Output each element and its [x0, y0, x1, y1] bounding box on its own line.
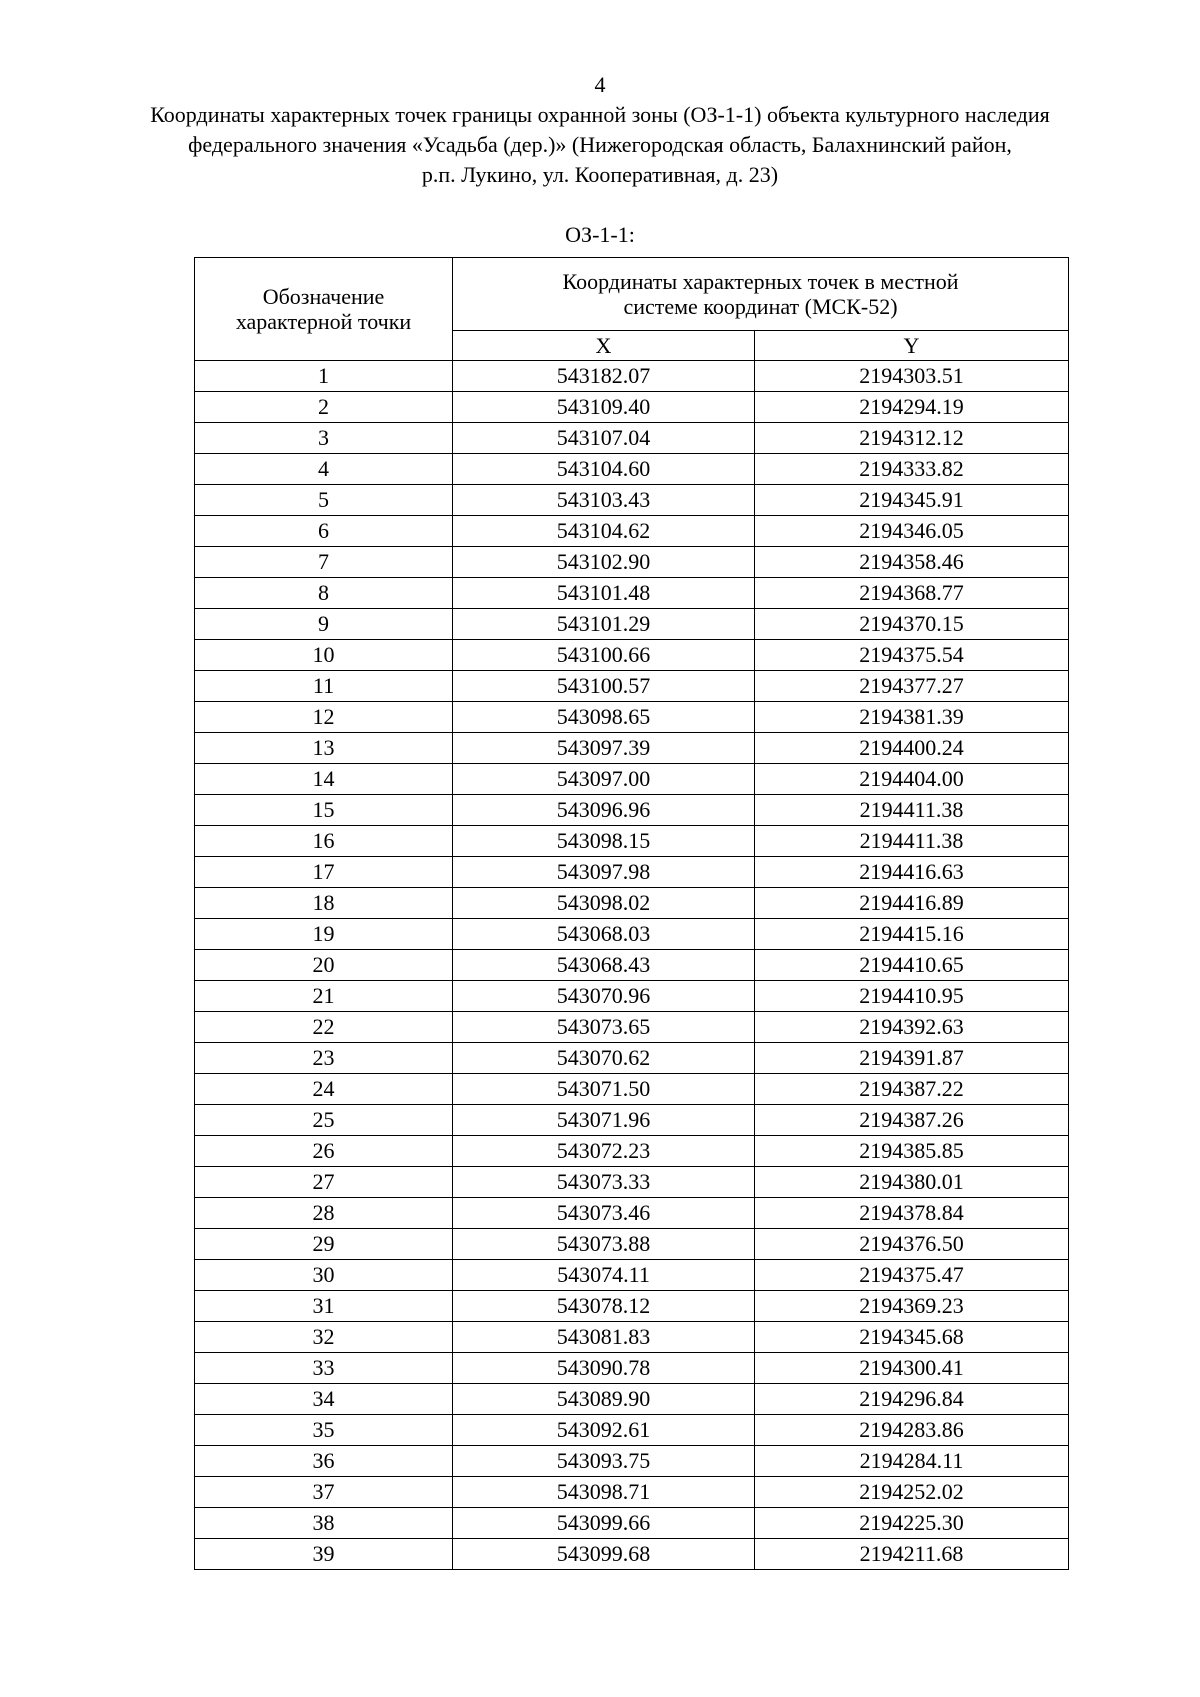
y-coordinate-cell: 2194345.68 — [755, 1322, 1069, 1353]
table-row — [195, 733, 1069, 764]
title-line-2: федерального значения «Усадьба (дер.)» (Нижегородская область, Балахнинский район, — [188, 132, 1012, 157]
point-number-cell: 19 — [195, 919, 453, 950]
point-number-cell: 5 — [195, 485, 453, 516]
point-number-cell: 38 — [195, 1508, 453, 1539]
table-row — [195, 1012, 1069, 1043]
table-row — [195, 361, 1069, 392]
x-coordinate-cell: 543098.15 — [453, 826, 755, 857]
table-row — [195, 1167, 1069, 1198]
x-coordinate-cell: 543099.66 — [453, 1508, 755, 1539]
x-coordinate-cell: 543081.83 — [453, 1322, 755, 1353]
table-row — [195, 1508, 1069, 1539]
x-coordinate-cell: 543100.57 — [453, 671, 755, 702]
y-coordinate-cell: 2194370.15 — [755, 609, 1069, 640]
x-coordinate-cell: 543097.98 — [453, 857, 755, 888]
point-number-cell: 10 — [195, 640, 453, 671]
x-coordinate-cell: 543098.71 — [453, 1477, 755, 1508]
x-coordinate-cell: 543107.04 — [453, 423, 755, 454]
x-coordinate-cell: 543073.46 — [453, 1198, 755, 1229]
point-number-cell: 1 — [195, 361, 453, 392]
y-coordinate-cell: 2194284.11 — [755, 1446, 1069, 1477]
table-row — [195, 423, 1069, 454]
table-row — [195, 1229, 1069, 1260]
table-row — [195, 981, 1069, 1012]
y-coordinate-cell: 2194387.22 — [755, 1074, 1069, 1105]
table-row — [195, 485, 1069, 516]
header-y: Y — [755, 331, 1069, 361]
x-coordinate-cell: 543096.96 — [453, 795, 755, 826]
x-coordinate-cell: 543078.12 — [453, 1291, 755, 1322]
y-coordinate-cell: 2194391.87 — [755, 1043, 1069, 1074]
table-row — [195, 547, 1069, 578]
point-number-cell: 3 — [195, 423, 453, 454]
y-coordinate-cell: 2194294.19 — [755, 392, 1069, 423]
y-coordinate-cell: 2194345.91 — [755, 485, 1069, 516]
table-row — [195, 1260, 1069, 1291]
point-number-cell: 20 — [195, 950, 453, 981]
x-coordinate-cell: 543098.65 — [453, 702, 755, 733]
x-coordinate-cell: 543070.62 — [453, 1043, 755, 1074]
table-row — [195, 1539, 1069, 1570]
table-row — [195, 516, 1069, 547]
point-number-cell: 2 — [195, 392, 453, 423]
zone-label: ОЗ-1-1: — [565, 222, 635, 247]
table-row — [195, 1353, 1069, 1384]
x-coordinate-cell: 543071.50 — [453, 1074, 755, 1105]
y-coordinate-cell: 2194375.47 — [755, 1260, 1069, 1291]
point-number-cell: 26 — [195, 1136, 453, 1167]
x-coordinate-cell: 543068.03 — [453, 919, 755, 950]
point-number-cell: 8 — [195, 578, 453, 609]
point-number-cell: 14 — [195, 764, 453, 795]
table-row — [195, 1446, 1069, 1477]
document-title — [100, 100, 1100, 190]
point-number-cell: 16 — [195, 826, 453, 857]
coordinates-table-body — [195, 361, 1069, 1570]
table-row — [195, 950, 1069, 981]
point-number-cell: 21 — [195, 981, 453, 1012]
y-coordinate-cell: 2194392.63 — [755, 1012, 1069, 1043]
y-coordinate-cell: 2194368.77 — [755, 578, 1069, 609]
y-coordinate-cell: 2194283.86 — [755, 1415, 1069, 1446]
x-coordinate-cell: 543092.61 — [453, 1415, 755, 1446]
y-coordinate-cell: 2194378.84 — [755, 1198, 1069, 1229]
y-coordinate-cell: 2194358.46 — [755, 547, 1069, 578]
x-coordinate-cell: 543070.96 — [453, 981, 755, 1012]
table-row — [195, 1198, 1069, 1229]
y-coordinate-cell: 2194346.05 — [755, 516, 1069, 547]
point-number-cell: 24 — [195, 1074, 453, 1105]
point-number-cell: 15 — [195, 795, 453, 826]
y-coordinate-cell: 2194415.16 — [755, 919, 1069, 950]
table-row — [195, 1415, 1069, 1446]
table-row — [195, 1384, 1069, 1415]
point-number-cell: 37 — [195, 1477, 453, 1508]
table-row — [195, 702, 1069, 733]
x-coordinate-cell: 543104.62 — [453, 516, 755, 547]
x-coordinate-cell: 543071.96 — [453, 1105, 755, 1136]
x-coordinate-cell: 543182.07 — [453, 361, 755, 392]
point-number-cell: 31 — [195, 1291, 453, 1322]
header-x: X — [453, 331, 755, 361]
table-row — [195, 640, 1069, 671]
y-coordinate-cell: 2194375.54 — [755, 640, 1069, 671]
x-coordinate-cell: 543103.43 — [453, 485, 755, 516]
x-coordinate-cell: 543101.48 — [453, 578, 755, 609]
y-coordinate-cell: 2194300.41 — [755, 1353, 1069, 1384]
table-row — [195, 1136, 1069, 1167]
x-coordinate-cell: 543074.11 — [453, 1260, 755, 1291]
y-coordinate-cell: 2194381.39 — [755, 702, 1069, 733]
point-number-cell: 18 — [195, 888, 453, 919]
y-coordinate-cell: 2194416.63 — [755, 857, 1069, 888]
table-row — [195, 578, 1069, 609]
table-row — [195, 609, 1069, 640]
point-number-cell: 9 — [195, 609, 453, 640]
point-number-cell: 32 — [195, 1322, 453, 1353]
y-coordinate-cell: 2194387.26 — [755, 1105, 1069, 1136]
table-row — [195, 1074, 1069, 1105]
y-coordinate-cell: 2194416.89 — [755, 888, 1069, 919]
point-number-cell: 7 — [195, 547, 453, 578]
y-coordinate-cell: 2194312.12 — [755, 423, 1069, 454]
point-number-cell: 4 — [195, 454, 453, 485]
table-row — [195, 1477, 1069, 1508]
y-coordinate-cell: 2194376.50 — [755, 1229, 1069, 1260]
point-number-cell: 12 — [195, 702, 453, 733]
table-row — [195, 826, 1069, 857]
y-coordinate-cell: 2194377.27 — [755, 671, 1069, 702]
y-coordinate-cell: 2194410.65 — [755, 950, 1069, 981]
page-number: 4 — [594, 72, 606, 97]
point-number-cell: 23 — [195, 1043, 453, 1074]
table-row — [195, 888, 1069, 919]
y-coordinate-cell: 2194404.00 — [755, 764, 1069, 795]
x-coordinate-cell: 543072.23 — [453, 1136, 755, 1167]
y-coordinate-cell: 2194252.02 — [755, 1477, 1069, 1508]
point-number-cell: 22 — [195, 1012, 453, 1043]
y-coordinate-cell: 2194410.95 — [755, 981, 1069, 1012]
x-coordinate-cell: 543089.90 — [453, 1384, 755, 1415]
table-row — [195, 764, 1069, 795]
y-coordinate-cell: 2194333.82 — [755, 454, 1069, 485]
point-number-cell: 33 — [195, 1353, 453, 1384]
table-row — [195, 857, 1069, 888]
x-coordinate-cell: 543073.33 — [453, 1167, 755, 1198]
header-point-designation: Обозначение характерной точки — [195, 258, 453, 361]
y-coordinate-cell: 2194225.30 — [755, 1508, 1069, 1539]
y-coordinate-cell: 2194380.01 — [755, 1167, 1069, 1198]
point-number-cell: 29 — [195, 1229, 453, 1260]
y-coordinate-cell: 2194296.84 — [755, 1384, 1069, 1415]
x-coordinate-cell: 543104.60 — [453, 454, 755, 485]
table-row — [195, 1291, 1069, 1322]
x-coordinate-cell: 543068.43 — [453, 950, 755, 981]
table-row — [195, 1043, 1069, 1074]
table-row — [195, 454, 1069, 485]
table-row — [195, 795, 1069, 826]
x-coordinate-cell: 543109.40 — [453, 392, 755, 423]
x-coordinate-cell: 543099.68 — [453, 1539, 755, 1570]
point-number-cell: 36 — [195, 1446, 453, 1477]
table-row — [195, 919, 1069, 950]
point-number-cell: 28 — [195, 1198, 453, 1229]
point-number-cell: 34 — [195, 1384, 453, 1415]
table-row — [195, 1322, 1069, 1353]
x-coordinate-cell: 543093.75 — [453, 1446, 755, 1477]
y-coordinate-cell: 2194411.38 — [755, 795, 1069, 826]
x-coordinate-cell: 543073.88 — [453, 1229, 755, 1260]
y-coordinate-cell: 2194211.68 — [755, 1539, 1069, 1570]
x-coordinate-cell: 543102.90 — [453, 547, 755, 578]
point-number-cell: 27 — [195, 1167, 453, 1198]
y-coordinate-cell: 2194411.38 — [755, 826, 1069, 857]
y-coordinate-cell: 2194400.24 — [755, 733, 1069, 764]
y-coordinate-cell: 2194303.51 — [755, 361, 1069, 392]
title-line-3: р.п. Лукино, ул. Кооперативная, д. 23) — [421, 162, 779, 187]
point-number-cell: 17 — [195, 857, 453, 888]
title-line-1: Координаты характерных точек границы охранной зоны (ОЗ-1-1) объекта культурного наследия — [150, 102, 1050, 127]
x-coordinate-cell: 543097.39 — [453, 733, 755, 764]
y-coordinate-cell: 2194385.85 — [755, 1136, 1069, 1167]
coordinates-table — [194, 257, 1069, 1570]
x-coordinate-cell: 543073.65 — [453, 1012, 755, 1043]
x-coordinate-cell: 543097.00 — [453, 764, 755, 795]
x-coordinate-cell: 543090.78 — [453, 1353, 755, 1384]
x-coordinate-cell: 543101.29 — [453, 609, 755, 640]
x-coordinate-cell: 543098.02 — [453, 888, 755, 919]
point-number-cell: 35 — [195, 1415, 453, 1446]
y-coordinate-cell: 2194369.23 — [755, 1291, 1069, 1322]
header-coordinate-system: Координаты характерных точек в местной системе координат (МСК-52) — [453, 258, 1069, 331]
table-row — [195, 671, 1069, 702]
point-number-cell: 25 — [195, 1105, 453, 1136]
point-number-cell: 30 — [195, 1260, 453, 1291]
point-number-cell: 11 — [195, 671, 453, 702]
point-number-cell: 13 — [195, 733, 453, 764]
table-row — [195, 392, 1069, 423]
point-number-cell: 6 — [195, 516, 453, 547]
point-number-cell: 39 — [195, 1539, 453, 1570]
x-coordinate-cell: 543100.66 — [453, 640, 755, 671]
table-row — [195, 1105, 1069, 1136]
